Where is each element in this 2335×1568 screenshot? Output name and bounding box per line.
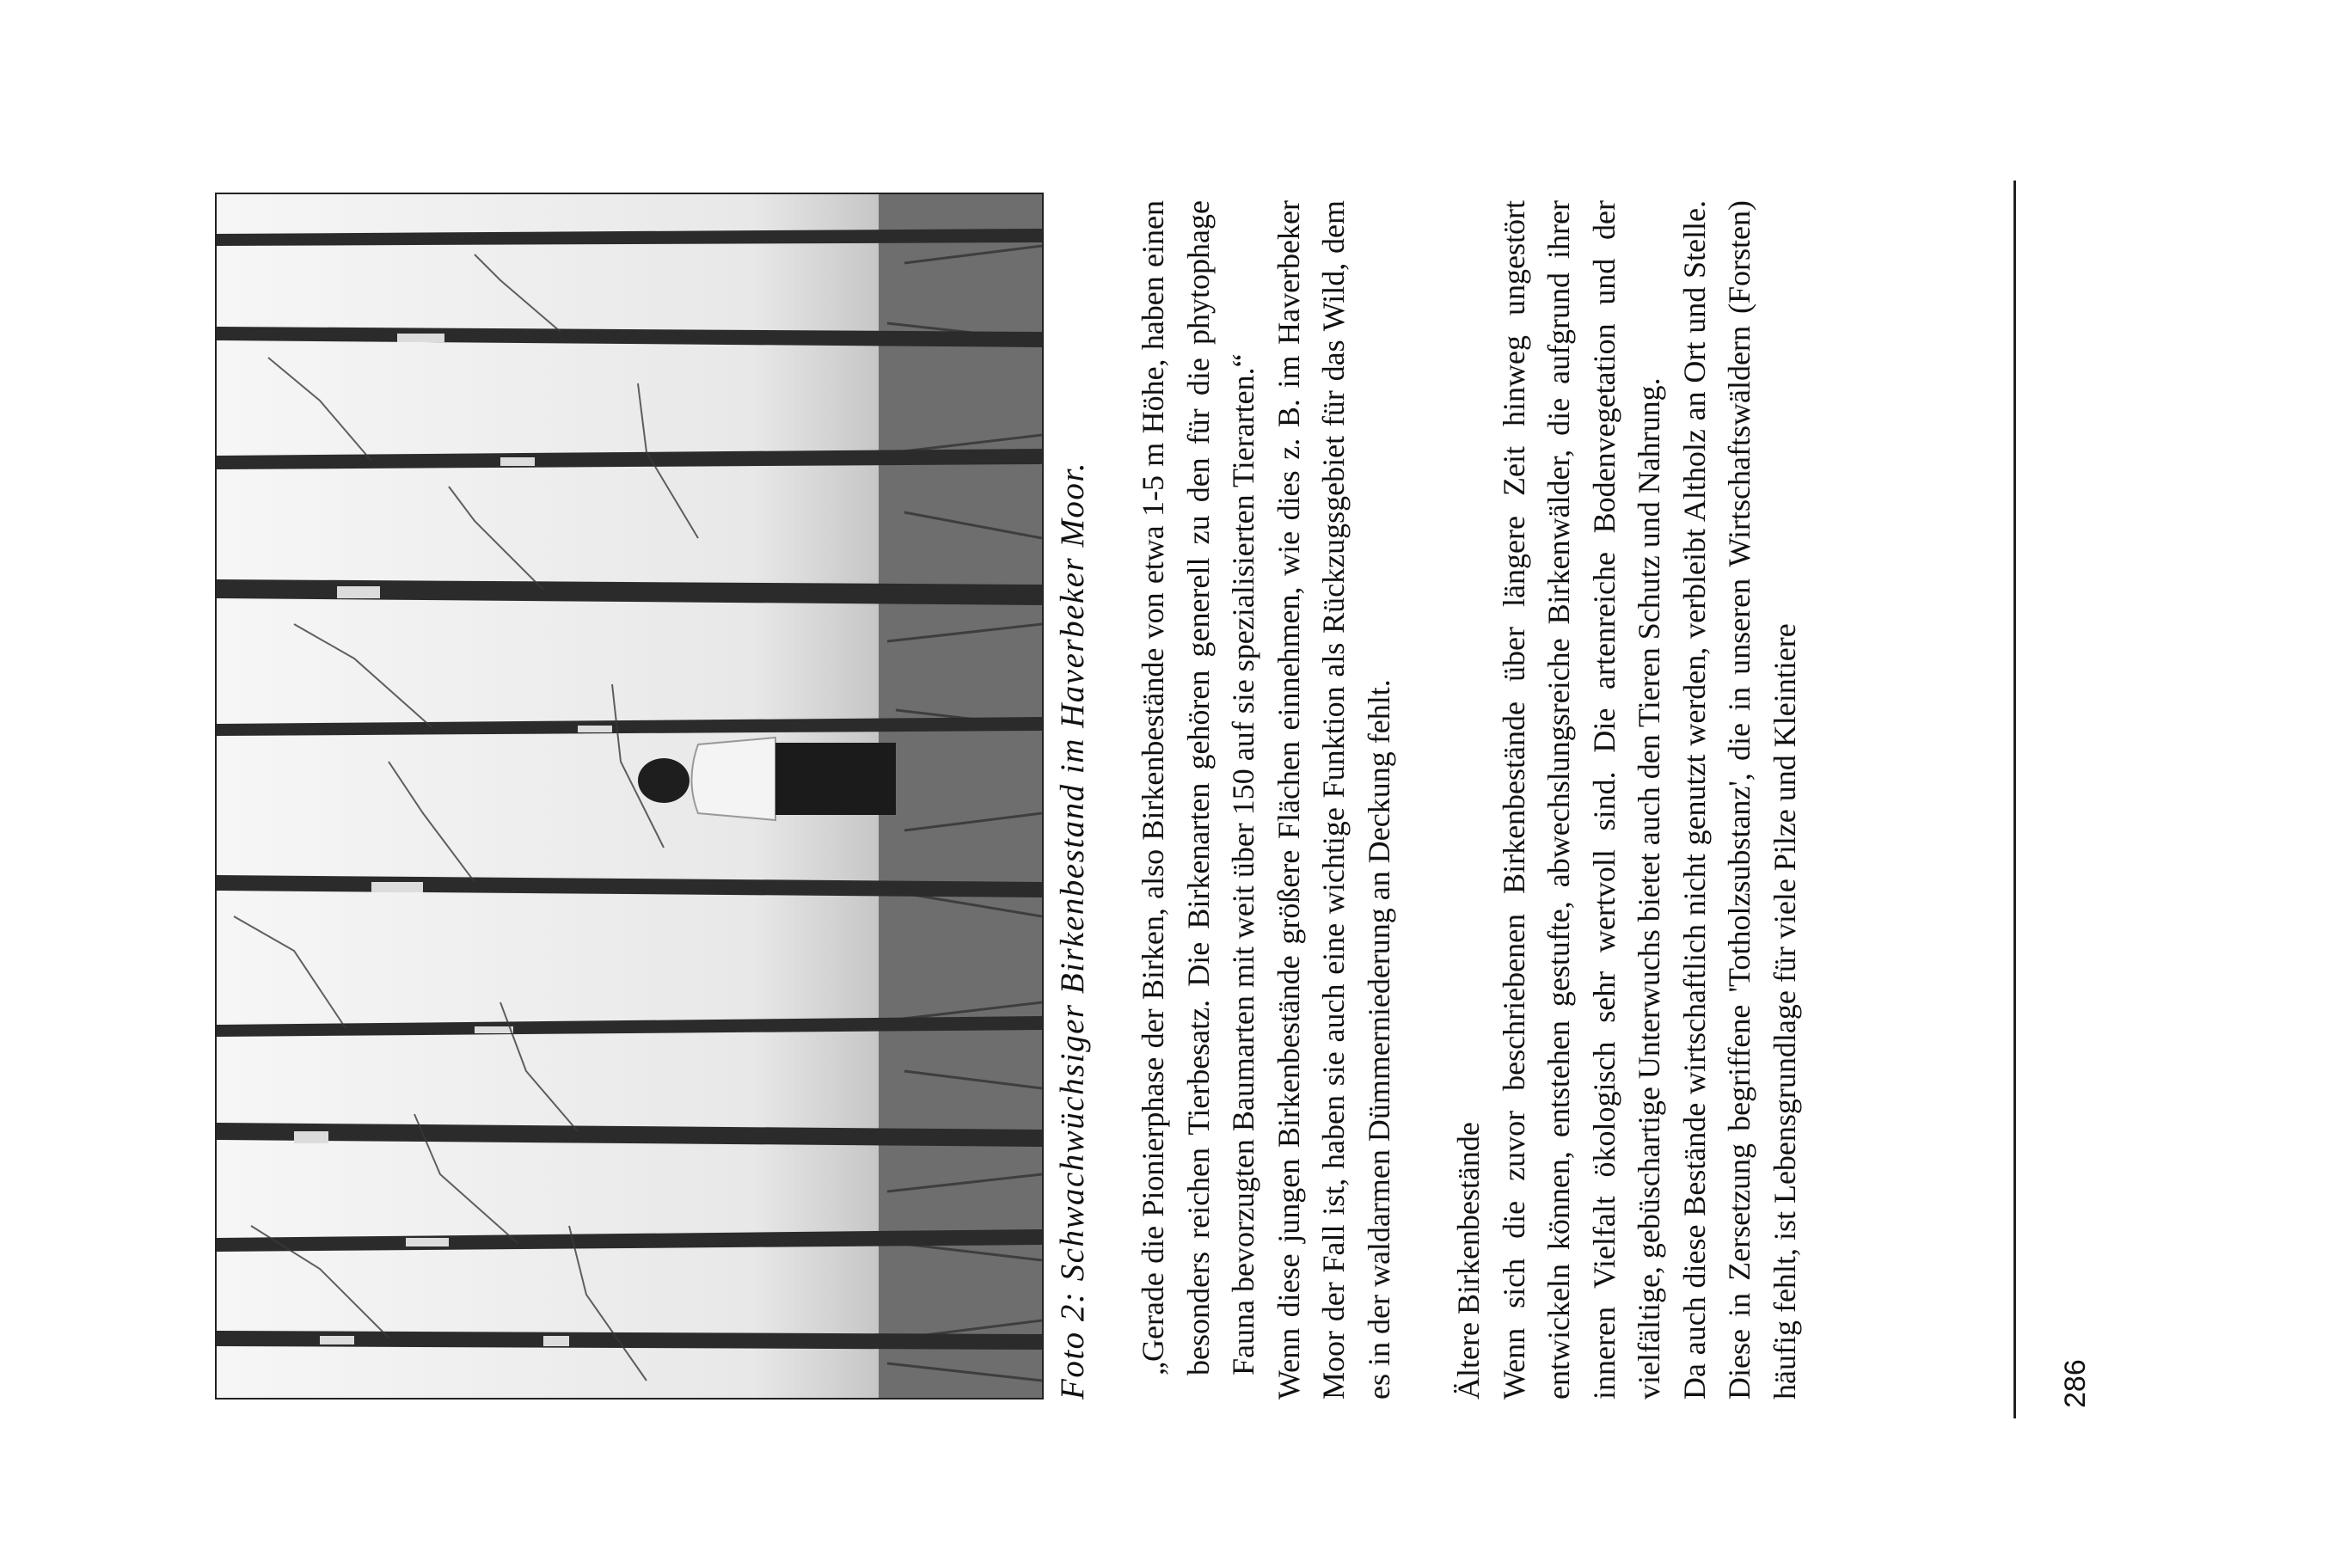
footer-rule <box>2013 181 2016 1418</box>
photo-caption: Foto 2: Schwachwüchsiger Birkenbestand im Haverbeker Moor. <box>1054 461 1091 1400</box>
birch-forest-photo <box>215 193 1044 1400</box>
body-text <box>1131 200 1807 1400</box>
paragraph: Wenn diese jungen Birkenbestände größere Flächen einnehmen, wie dies z. B. im Haverbeker Moor der Fall ist, haben sie auch eine wichtige Funktion als Rückzugsgebiet für das Wild, dem es in der waldarmen Dümmerniederung an Deckung fehlt. <box>1271 200 1396 1400</box>
spacer <box>1401 200 1446 1400</box>
quote-paragraph: „Gerade die Pionierphase der Birken, also Birkenbestände von etwa 1-5 m Höhe, haben einen besonders reichen Tierbesatz. Die Birkenarten gehören generell zu den für die phytophage Fauna bevorzugten Baumarten mit weit über 150 auf sie spezialisierten Tierarten.“ <box>1136 200 1260 1375</box>
paragraph: Wenn sich die zuvor beschriebenen Birkenbestände über längere Zeit hinweg ungestört entwickeln können, entstehen gestufte, abwechslungsreiche Birkenwälder, die aufgrund ihrer inneren Vielfalt ökologisch sehr wertvoll sind. Die artenreiche Bodenvegetation und der vielfältige, gebüschartige Unterwuchs bietet auch den Tieren Schutz und Nahrung. <box>1496 200 1666 1400</box>
page-number: 286 <box>2059 1359 2092 1408</box>
section-heading: Ältere Birkenbestände <box>1451 1122 1486 1400</box>
document-page <box>215 181 2106 1427</box>
photo-illustration <box>217 194 1042 1398</box>
paragraph: Da auch diese Bestände wirtschaftlich nicht genutzt werden, verbleibt Altholz an Ort und Stelle. Diese in Zersetzung begriffene 'Totholzsubstanz', die in unseren Wirtschaftswäldern (Forsten) häufig fehlt, ist Lebensgrundlage für viele Pilze und Kleintiere <box>1676 200 1802 1400</box>
